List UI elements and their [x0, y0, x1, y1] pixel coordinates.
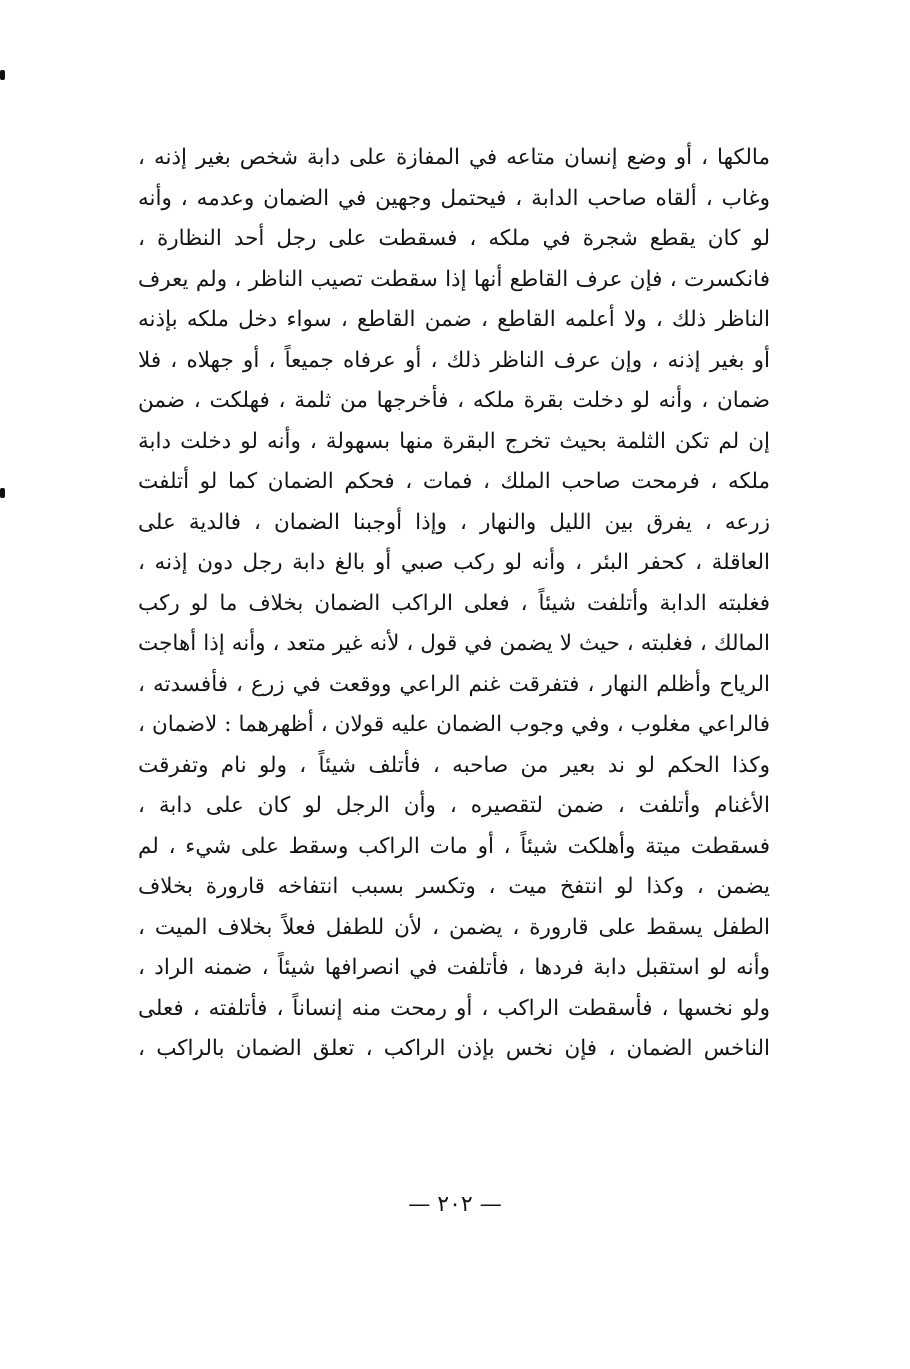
text-line: أو بغير إذنه ، وإن عرف الناظر ذلك ، أو عرفاه جميعاً ، أو جهلاه ، فلا: [138, 347, 770, 373]
body-text: [138, 138, 770, 1070]
text-line: فانكسرت ، فإن عرف القاطع أنها إذا سقطت تصيب الناظر ، ولم يعرف: [138, 266, 770, 292]
text-line: لو كان يقطع شجرة في ملكه ، فسقطت على رجل أحد النظارة ،: [138, 226, 770, 251]
text-line: المالك ، فغلبته ، حيث لا يضمن في قول ، لأنه غير متعد ، وأنه إذا أهاجت: [138, 631, 770, 656]
text-line: ملكه ، فرمحت صاحب الملك ، فمات ، فحكم الضمان كما لو أتلفت: [138, 469, 770, 494]
page-number: — ٢٠٢ —: [408, 1192, 502, 1217]
text-line: فالراعي مغلوب ، وفي وجوب الضمان عليه قولان ، أظهرهما : لاضمان ،: [138, 712, 770, 737]
text-line: مالكها ، أو وضع إنسان متاعه في المفازة على دابة شخص بغير إذنه ،: [138, 145, 770, 170]
text-line: وكذا الحكم لو ند بعير من صاحبه ، فأتلف شيئاً ، ولو نام وتفرقت: [138, 752, 770, 778]
scan-edge-mark: [0, 488, 5, 498]
scan-edge-mark: [0, 70, 5, 80]
text-line: فسقطت ميتة وأهلكت شيئاً ، أو مات الراكب وسقط على شيء ، لم: [138, 833, 770, 859]
text-line: إن لم تكن الثلمة بحيث تخرج البقرة منها بسهولة ، وأنه لو دخلت دابة: [138, 428, 770, 454]
text-line: فغلبته الدابة وأتلفت شيئاً ، فعلى الراكب الضمان بخلاف ما لو ركب: [138, 590, 770, 616]
text-line: الناخس الضمان ، فإن نخس بإذن الراكب ، تعلق الضمان بالراكب ،: [138, 1036, 770, 1061]
text-line: الناظر ذلك ، ولا أعلمه القاطع ، ضمن القاطع ، سواء دخل ملكه بإذنه: [138, 307, 770, 332]
text-line: ضمان ، وأنه لو دخلت بقرة ملكه ، فأخرجها من ثلمة ، فهلكت ، ضمن: [138, 388, 770, 413]
text-line: يضمن ، وكذا لو انتفخ ميت ، وتكسر بسبب انتفاخه قارورة بخلاف: [138, 874, 770, 899]
text-line: الأغنام وأتلفت ، ضمن لتقصيره ، وأن الرجل لو كان على دابة ،: [138, 793, 770, 818]
text-line: وأنه لو استقبل دابة فردها ، فأتلفت في انصرافها شيئاً ، ضمنه الراد ،: [138, 955, 770, 980]
text-line: الرياح وأظلم النهار ، فتفرقت غنم الراعي ووقعت في زرع ، فأفسدته ،: [138, 671, 770, 697]
text-line: الطفل يسقط على قارورة ، يضمن ، لأن للطفل فعلاً بخلاف الميت ،: [138, 914, 770, 940]
text-line: زرعه ، يفرق بين الليل والنهار ، وإذا أوجبنا الضمان ، فالدية على: [138, 509, 770, 535]
text-line: ولو نخسها ، فأسقطت الراكب ، أو رمحت منه إنساناً ، فأتلفته ، فعلى: [138, 995, 770, 1021]
text-line: وغاب ، ألقاه صاحب الدابة ، فيحتمل وجهين في الضمان وعدمه ، وأنه: [138, 185, 770, 211]
text-line: العاقلة ، كحفر البئر ، وأنه لو ركب صبي أو بالغ دابة رجل دون إذنه ،: [138, 550, 770, 575]
